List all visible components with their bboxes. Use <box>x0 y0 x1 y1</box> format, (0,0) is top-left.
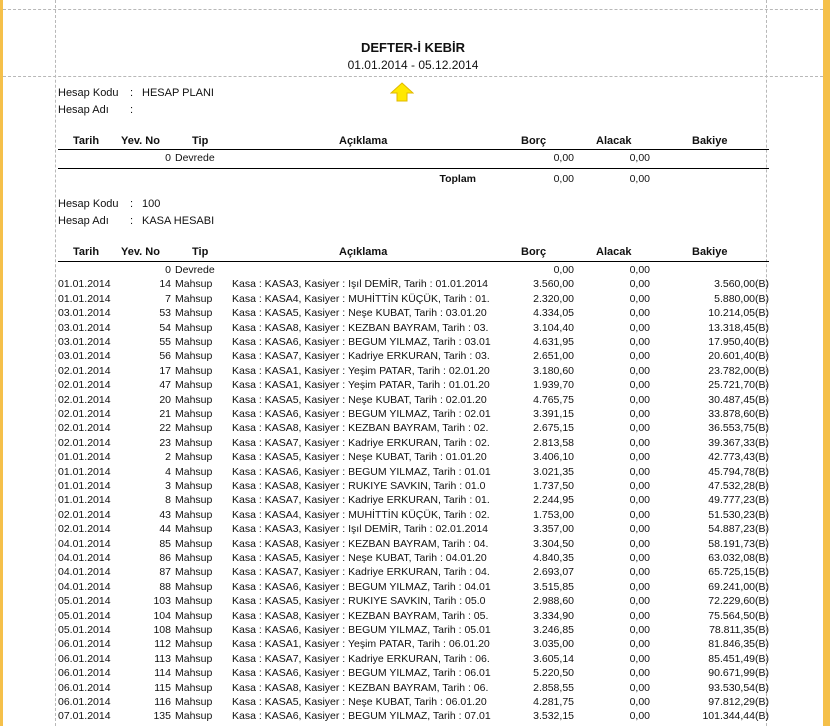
cell-alacak: 0,00 <box>629 494 650 507</box>
account-name-sep: : <box>130 104 134 116</box>
cell-yev: 116 <box>154 696 171 708</box>
cell-borc: 2.244,95 <box>533 494 574 507</box>
cell-tarih: 01.01.2014 <box>58 451 111 464</box>
cell-tip: Mahsup <box>175 465 213 478</box>
cell-bakiye: 69.241,00(B) <box>708 580 769 593</box>
account-code-value: 100 <box>142 198 161 210</box>
report-page <box>3 0 823 726</box>
cell-tip: Mahsup <box>175 436 213 449</box>
cell-borc: 1.939,70 <box>533 379 574 392</box>
cell-tarih: 02.01.2014 <box>58 364 111 377</box>
cell-tip: Mahsup <box>175 292 213 305</box>
cell-tarih: 04.01.2014 <box>58 552 111 564</box>
cell-tip: Mahsup <box>175 451 213 464</box>
cell-tip: Mahsup <box>175 408 213 420</box>
up-arrow-icon[interactable] <box>390 82 414 102</box>
cell-tarih: 05.01.2014 <box>58 609 111 622</box>
cell-bakiye: 30.487,45(B) <box>708 393 769 406</box>
cell-aciklama: Kasa : KASA8, Kasiyer : KEZBAN BAYRAM, Tarih : 04. <box>232 537 489 550</box>
cell-bakiye: 20.601,40(B) <box>708 350 769 363</box>
cell-tip: Mahsup <box>175 638 213 651</box>
cell-tarih: 03.01.2014 <box>58 321 111 334</box>
header-rule <box>58 261 769 262</box>
cell-bakiye: 97.812,29(B) <box>708 696 769 708</box>
cell-tip: Mahsup <box>175 537 213 550</box>
account-code-label: Hesap Kodu <box>58 87 119 99</box>
cell-borc: 2.988,60 <box>533 595 574 608</box>
cell-tip: Mahsup <box>175 552 213 564</box>
column-header-tarih: Tarih <box>73 246 100 258</box>
cell-yev: 55 <box>159 336 171 348</box>
cell-yev: 44 <box>159 523 171 536</box>
cell-aciklama: Kasa : KASA3, Kasiyer : Işıl DEMİR, Tarih : 02.01.2014 <box>232 523 489 536</box>
cell-yev: 114 <box>154 667 171 680</box>
cell-bakiye: 36.553,75(B) <box>708 422 769 435</box>
cell-borc: 3.180,60 <box>533 364 574 377</box>
cell-bakiye: 81.846,35(B) <box>708 638 769 651</box>
cell-bakiye: 49.777,23(B) <box>708 494 769 507</box>
cell-tarih: 03.01.2014 <box>58 307 111 320</box>
column-header-alacak: Alacak <box>596 135 632 147</box>
cell-tip: Mahsup <box>175 480 213 492</box>
cell-borc: 2.858,55 <box>533 681 574 694</box>
cell-tarih: 05.01.2014 <box>58 624 111 636</box>
cell-aciklama: Kasa : KASA7, Kasiyer : Kadriye ERKURAN, Tarih : 06. <box>232 652 490 665</box>
margin-guide-left <box>55 0 56 726</box>
cell-aciklama: Kasa : KASA1, Kasiyer : Yeşim PATAR, Tarih : 06.01.20 <box>232 638 490 651</box>
cell-bakiye: 72.229,60(B) <box>708 595 769 608</box>
cell-tarih: 01.01.2014 <box>58 494 111 507</box>
cell-yev: 22 <box>159 422 171 435</box>
cell-tip: Devrede <box>175 264 215 276</box>
cell-alacak: 0,00 <box>629 609 650 622</box>
cell-yev: 86 <box>159 552 171 564</box>
cell-tip: Mahsup <box>175 609 213 622</box>
cell-bakiye: 58.191,73(B) <box>708 537 769 550</box>
cell-aciklama: Kasa : KASA5, Kasiyer : Neşe KUBAT, Tarih : 06.01.20 <box>232 696 487 708</box>
cell-borc: 4.334,05 <box>533 307 574 320</box>
cell-tip: Mahsup <box>175 494 213 507</box>
cell-tarih: 02.01.2014 <box>58 436 111 449</box>
cell-aciklama: Kasa : KASA7, Kasiyer : Kadriye ERKURAN, Tarih : 02. <box>232 436 490 449</box>
cell-aciklama: Kasa : KASA8, Kasiyer : KEZBAN BAYRAM, Tarih : 05. <box>232 609 489 622</box>
cell-tip: Mahsup <box>175 350 213 363</box>
cell-aciklama: Kasa : KASA5, Kasiyer : Neşe KUBAT, Tarih : 01.01.20 <box>232 451 487 464</box>
cell-tarih: 06.01.2014 <box>58 696 111 708</box>
cell-bakiye: 17.950,40(B) <box>708 336 769 348</box>
cell-borc: 4.631,95 <box>533 336 574 348</box>
cell-tarih: 02.01.2014 <box>58 379 111 392</box>
account-code-label: Hesap Kodu <box>58 198 119 210</box>
header-rule <box>58 149 769 150</box>
cell-tip: Mahsup <box>175 307 213 320</box>
cell-tip: Mahsup <box>175 667 213 680</box>
cell-tarih: 02.01.2014 <box>58 508 111 521</box>
cell-bakiye: 42.773,43(B) <box>708 451 769 464</box>
cell-aciklama: Kasa : KASA6, Kasiyer : BEGUM YILMAZ, Tarih : 07.01 <box>232 710 491 723</box>
cell-alacak: 0,00 <box>629 537 650 550</box>
cell-tip: Mahsup <box>175 364 213 377</box>
cell-alacak: 0,00 <box>629 364 650 377</box>
cell-aciklama: Kasa : KASA5, Kasiyer : RUKIYE SAVKIN, Tarih : 05.0 <box>232 595 486 608</box>
cell-tip: Mahsup <box>175 422 213 435</box>
cell-alacak: 0,00 <box>629 480 650 492</box>
cell-tip: Mahsup <box>175 595 213 608</box>
cell-borc: 3.532,15 <box>533 710 574 723</box>
cell-alacak: 0,00 <box>629 379 650 392</box>
cell-borc: 0,00 <box>553 152 574 164</box>
cell-yev: 115 <box>154 681 171 694</box>
cell-alacak: 0,00 <box>629 350 650 363</box>
account-name-label: Hesap Adı <box>58 215 109 227</box>
column-header-borc: Borç <box>521 135 547 147</box>
cell-aciklama: Kasa : KASA5, Kasiyer : Neşe KUBAT, Tarih : 02.01.20 <box>232 393 487 406</box>
cell-tarih: 06.01.2014 <box>58 638 111 651</box>
cell-bakiye: 10.214,05(B) <box>708 307 769 320</box>
column-header-tip: Tip <box>192 246 209 258</box>
cell-tip: Mahsup <box>175 508 213 521</box>
cell-aciklama: Kasa : KASA8, Kasiyer : RUKIYE SAVKIN, Tarih : 01.0 <box>232 480 486 492</box>
cell-aciklama: Kasa : KASA4, Kasiyer : MUHİTTİN KÜÇÜK, Tarih : 01. <box>232 292 490 305</box>
column-header-aciklama: Açıklama <box>339 246 388 258</box>
cell-bakiye: 23.782,00(B) <box>708 364 769 377</box>
cell-aciklama: Kasa : KASA6, Kasiyer : BEGUM YILMAZ, Tarih : 04.01 <box>232 580 491 593</box>
cell-borc: 2.813,58 <box>533 436 574 449</box>
cell-bakiye: 90.671,99(B) <box>708 667 769 680</box>
cell-yev: 135 <box>153 710 171 723</box>
cell-bakiye: 45.794,78(B) <box>708 465 769 478</box>
cell-bakiye: 101.344,44(B) <box>702 710 769 723</box>
cell-yev: 21 <box>159 408 171 420</box>
cell-tarih: 02.01.2014 <box>58 408 111 420</box>
cell-tarih: 02.01.2014 <box>58 422 111 435</box>
cell-alacak: 0,00 <box>629 667 650 680</box>
cell-alacak: 0,00 <box>629 422 650 435</box>
cell-aciklama: Kasa : KASA3, Kasiyer : Işıl DEMİR, Tarih : 01.01.2014 <box>232 278 489 291</box>
cell-alacak: 0,00 <box>629 595 650 608</box>
cell-aciklama: Kasa : KASA6, Kasiyer : BEGUM YILMAZ, Tarih : 05.01 <box>232 624 491 636</box>
cell-alacak: 0,00 <box>629 321 650 334</box>
margin-guide-top <box>3 9 823 10</box>
cell-borc: 2.675,15 <box>533 422 574 435</box>
cell-tarih: 04.01.2014 <box>58 580 111 593</box>
cell-tarih: 01.01.2014 <box>58 278 111 291</box>
column-header-yev: Yev. No <box>121 135 160 147</box>
cell-yev: 17 <box>159 364 171 377</box>
cell-yev: 3 <box>165 480 171 492</box>
cell-borc: 3.357,00 <box>533 523 574 536</box>
cell-yev: 112 <box>154 638 171 651</box>
cell-yev: 56 <box>159 350 171 363</box>
cell-yev: 104 <box>153 609 171 622</box>
cell-tarih: 07.01.2014 <box>58 710 111 723</box>
cell-tarih: 01.01.2014 <box>58 292 111 305</box>
cell-alacak: 0,00 <box>629 408 650 420</box>
account-name-label: Hesap Adı <box>58 104 109 116</box>
cell-bakiye: 75.564,50(B) <box>708 609 769 622</box>
column-header-borc: Borç <box>521 246 547 258</box>
cell-borc: 1.753,00 <box>533 508 574 521</box>
cell-tarih: 03.01.2014 <box>58 350 111 363</box>
cell-tip: Mahsup <box>175 379 213 392</box>
cell-alacak: 0,00 <box>629 451 650 464</box>
cell-tarih: 02.01.2014 <box>58 523 111 536</box>
cell-bakiye: 51.530,23(B) <box>708 508 769 521</box>
cell-aciklama: Kasa : KASA1, Kasiyer : Yeşim PATAR, Tarih : 02.01.20 <box>232 364 490 377</box>
cell-borc: 4.840,35 <box>533 552 574 564</box>
cell-aciklama: Kasa : KASA7, Kasiyer : Kadriye ERKURAN, Tarih : 04. <box>232 566 490 579</box>
cell-tip: Mahsup <box>175 278 213 291</box>
cell-bakiye: 5.880,00(B) <box>714 292 769 305</box>
cell-bakiye: 63.032,08(B) <box>708 552 769 564</box>
cell-bakiye: 65.725,15(B) <box>708 566 769 579</box>
cell-alacak: 0,00 <box>629 393 650 406</box>
cell-aciklama: Kasa : KASA6, Kasiyer : BEGUM YILMAZ, Tarih : 01.01 <box>232 465 491 478</box>
cell-alacak: 0,00 <box>629 710 650 723</box>
report-date-range: 01.01.2014 - 05.12.2014 <box>347 58 479 72</box>
cell-yev: 47 <box>159 379 171 392</box>
cell-yev: 23 <box>159 436 171 449</box>
total-borc: 0,00 <box>553 173 574 185</box>
cell-yev: 43 <box>159 508 171 521</box>
cell-alacak: 0,00 <box>629 152 650 164</box>
cell-yev: 54 <box>159 321 171 334</box>
cell-borc: 3.104,40 <box>533 321 574 334</box>
cell-tip: Mahsup <box>175 652 213 665</box>
cell-tarih: 01.01.2014 <box>58 465 111 478</box>
cell-borc: 3.304,50 <box>533 537 574 550</box>
cell-bakiye: 25.721,70(B) <box>708 379 769 392</box>
cell-alacak: 0,00 <box>629 552 650 564</box>
cell-bakiye: 85.451,49(B) <box>708 652 769 665</box>
cell-alacak: 0,00 <box>629 292 650 305</box>
cell-tarih: 06.01.2014 <box>58 681 111 694</box>
cell-tip: Mahsup <box>175 393 213 406</box>
cell-aciklama: Kasa : KASA6, Kasiyer : BEGUM YILMAZ, Tarih : 03.01 <box>232 336 491 348</box>
cell-borc: 5.220,50 <box>533 667 574 680</box>
cell-bakiye: 39.367,33(B) <box>708 436 769 449</box>
cell-tip: Mahsup <box>175 710 213 723</box>
cell-tip: Mahsup <box>175 580 213 593</box>
cell-borc: 3.021,35 <box>533 465 574 478</box>
cell-tip: Mahsup <box>175 336 213 348</box>
total-alacak: 0,00 <box>629 173 650 185</box>
cell-aciklama: Kasa : KASA4, Kasiyer : MUHİTTİN KÜÇÜK, Tarih : 02. <box>232 508 490 521</box>
cell-borc: 3.246,85 <box>533 624 574 636</box>
column-header-yev: Yev. No <box>121 246 160 258</box>
cell-alacak: 0,00 <box>629 307 650 320</box>
cell-yev: 88 <box>159 580 171 593</box>
report-title: DEFTER-İ KEBİR <box>361 40 465 55</box>
cell-alacak: 0,00 <box>629 336 650 348</box>
cell-aciklama: Kasa : KASA5, Kasiyer : Neşe KUBAT, Tarih : 04.01.20 <box>232 552 487 564</box>
cell-tip: Mahsup <box>175 696 213 708</box>
cell-alacak: 0,00 <box>629 696 650 708</box>
cell-aciklama: Kasa : KASA7, Kasiyer : Kadriye ERKURAN, Tarih : 03. <box>232 350 490 363</box>
cell-tarih: 02.01.2014 <box>58 393 111 406</box>
cell-yev: 8 <box>165 494 171 507</box>
cell-aciklama: Kasa : KASA6, Kasiyer : BEGUM YILMAZ, Tarih : 06.01 <box>232 667 491 680</box>
column-header-aciklama: Açıklama <box>339 135 388 147</box>
column-header-alacak: Alacak <box>596 246 632 258</box>
cell-alacak: 0,00 <box>629 566 650 579</box>
cell-yev: 7 <box>165 292 171 305</box>
cell-yev: 2 <box>165 451 171 464</box>
cell-borc: 0,00 <box>553 264 574 276</box>
cell-alacak: 0,00 <box>629 436 650 449</box>
cell-tip: Mahsup <box>175 321 213 334</box>
cell-borc: 1.737,50 <box>533 480 574 492</box>
cell-yev: 14 <box>159 278 171 291</box>
cell-aciklama: Kasa : KASA7, Kasiyer : Kadriye ERKURAN, Tarih : 01. <box>232 494 490 507</box>
cell-tarih: 05.01.2014 <box>58 595 111 608</box>
cell-yev: 0 <box>165 264 171 276</box>
cell-alacak: 0,00 <box>629 638 650 651</box>
cell-bakiye: 3.560,00(B) <box>714 278 769 291</box>
cell-bakiye: 33.878,60(B) <box>708 408 769 420</box>
account-name-value: KASA HESABI <box>142 215 215 227</box>
cell-yev: 87 <box>159 566 171 579</box>
cell-tarih: 06.01.2014 <box>58 652 111 665</box>
cell-tip: Devrede <box>175 152 215 164</box>
cell-borc: 3.035,00 <box>533 638 574 651</box>
cell-yev: 108 <box>153 624 171 636</box>
cell-yev: 103 <box>153 595 171 608</box>
cell-tarih: 04.01.2014 <box>58 537 111 550</box>
cell-tip: Mahsup <box>175 681 213 694</box>
cell-alacak: 0,00 <box>629 681 650 694</box>
cell-borc: 3.406,10 <box>533 451 574 464</box>
cell-alacak: 0,00 <box>629 278 650 291</box>
cell-bakiye: 54.887,23(B) <box>708 523 769 536</box>
cell-tarih: 06.01.2014 <box>58 667 111 680</box>
cell-alacak: 0,00 <box>629 624 650 636</box>
cell-borc: 4.765,75 <box>533 393 574 406</box>
account-code-sep: : <box>130 198 134 210</box>
cell-tip: Mahsup <box>175 566 213 579</box>
cell-alacak: 0,00 <box>629 652 650 665</box>
cell-yev: 113 <box>154 652 171 665</box>
cell-borc: 3.334,90 <box>533 609 574 622</box>
cell-yev: 4 <box>165 465 171 478</box>
account-code-value: HESAP PLANI <box>142 87 214 99</box>
cell-borc: 3.391,15 <box>533 408 574 420</box>
cell-aciklama: Kasa : KASA8, Kasiyer : KEZBAN BAYRAM, Tarih : 06. <box>232 681 489 694</box>
column-header-bakiye: Bakiye <box>692 246 728 258</box>
cell-tarih: 01.01.2014 <box>58 480 111 492</box>
cell-aciklama: Kasa : KASA1, Kasiyer : Yeşim PATAR, Tarih : 01.01.20 <box>232 379 490 392</box>
cell-aciklama: Kasa : KASA5, Kasiyer : Neşe KUBAT, Tarih : 03.01.20 <box>232 307 487 320</box>
cell-yev: 53 <box>159 307 171 320</box>
cell-bakiye: 13.318,45(B) <box>708 321 769 334</box>
header-guide <box>3 76 823 77</box>
total-label: Toplam <box>439 173 476 185</box>
cell-aciklama: Kasa : KASA8, Kasiyer : KEZBAN BAYRAM, Tarih : 03. <box>232 321 489 334</box>
cell-tip: Mahsup <box>175 624 213 636</box>
cell-yev: 85 <box>159 537 171 550</box>
cell-alacak: 0,00 <box>629 508 650 521</box>
cell-tip: Mahsup <box>175 523 213 536</box>
cell-bakiye: 47.532,28(B) <box>708 480 769 492</box>
cell-borc: 3.560,00 <box>533 278 574 291</box>
account-name-sep: : <box>130 215 134 227</box>
cell-borc: 4.281,75 <box>533 696 574 708</box>
cell-bakiye: 93.530,54(B) <box>708 681 769 694</box>
cell-borc: 2.651,00 <box>533 350 574 363</box>
cell-yev: 20 <box>159 393 171 406</box>
cell-alacak: 0,00 <box>629 465 650 478</box>
cell-tarih: 03.01.2014 <box>58 336 111 348</box>
cell-alacak: 0,00 <box>629 523 650 536</box>
column-header-tip: Tip <box>192 135 209 147</box>
total-rule <box>58 168 769 169</box>
cell-yev: 0 <box>165 152 171 164</box>
column-header-tarih: Tarih <box>73 135 100 147</box>
cell-alacak: 0,00 <box>629 580 650 593</box>
cell-bakiye: 78.811,35(B) <box>709 624 769 636</box>
cell-aciklama: Kasa : KASA8, Kasiyer : KEZBAN BAYRAM, Tarih : 02. <box>232 422 489 435</box>
cell-tarih: 04.01.2014 <box>58 566 111 579</box>
cell-borc: 3.515,85 <box>533 580 574 593</box>
account-code-sep: : <box>130 87 134 99</box>
cell-aciklama: Kasa : KASA6, Kasiyer : BEGUM YILMAZ, Tarih : 02.01 <box>232 408 491 420</box>
cell-borc: 2.320,00 <box>533 292 574 305</box>
cell-borc: 2.693,07 <box>533 566 574 579</box>
column-header-bakiye: Bakiye <box>692 135 728 147</box>
cell-borc: 3.605,14 <box>533 652 574 665</box>
cell-alacak: 0,00 <box>629 264 650 276</box>
